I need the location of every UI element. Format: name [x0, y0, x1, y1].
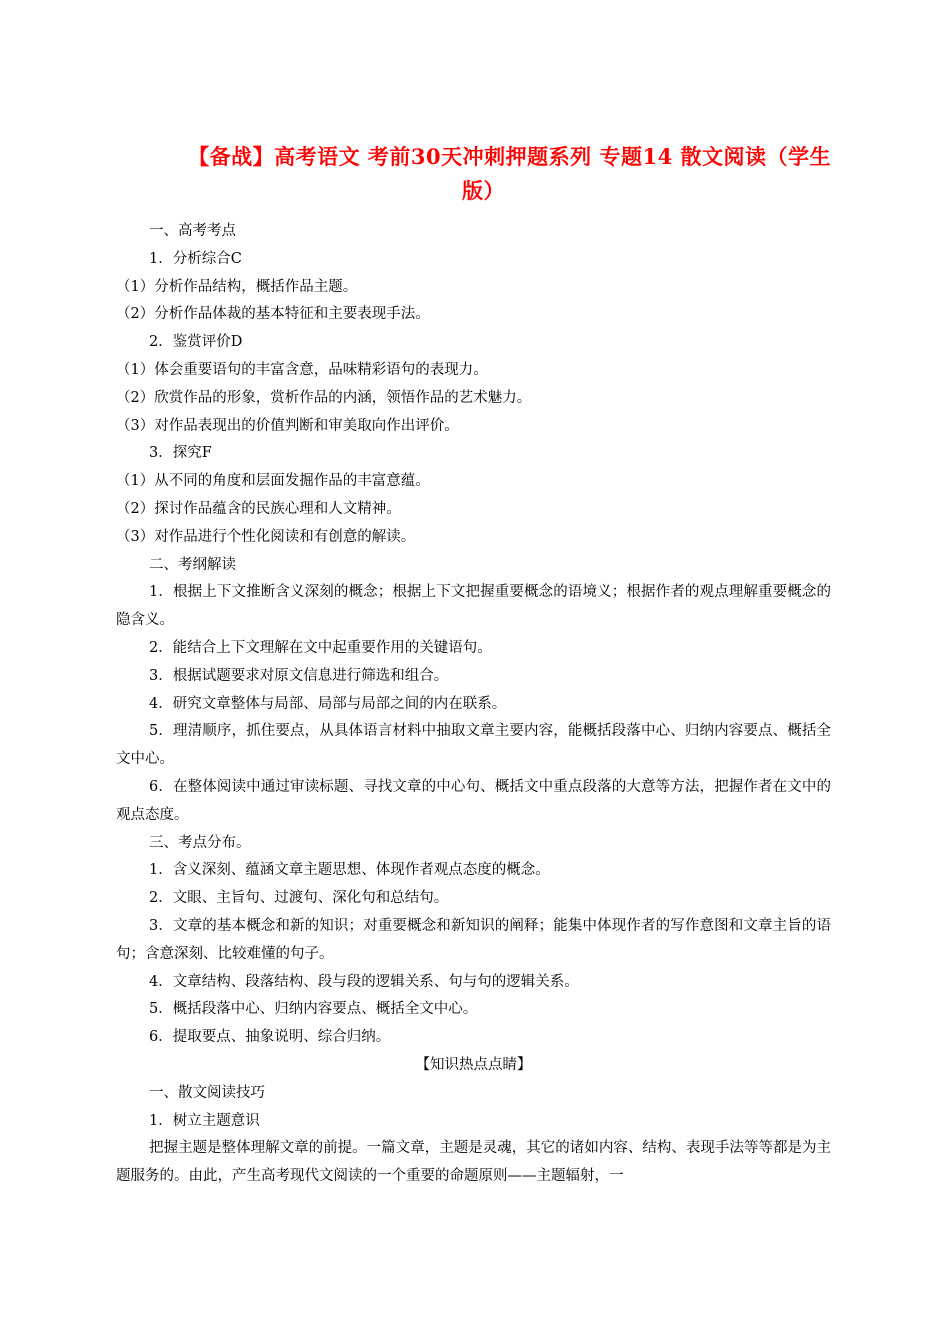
list-item: 4．文章结构、段落结构、段与段的逻辑关系、句与句的逻辑关系。 — [149, 973, 579, 990]
list-item: （2）探讨作品蕴含的民族心理和人文精神。 — [116, 500, 401, 517]
list-item: 3．探究F — [149, 445, 212, 462]
section-heading-distribution: 三、考点分布。 — [149, 834, 251, 851]
list-item: （1）从不同的角度和层面发掘作品的丰富意蕴。 — [116, 473, 430, 490]
list-item: 6．提取要点、抽象说明、综合归纳。 — [149, 1029, 391, 1046]
document-page — [116, 140, 831, 1191]
title-line-2: 版） — [462, 178, 505, 203]
section-heading-syllabus: 二、考纲解读 — [149, 556, 236, 573]
document-body — [116, 218, 831, 1191]
list-item: 6．在整体阅读中通过审读标题、寻找文章的中心句、概括文中重点段落的大意等方法，把握作者在文中的观点态度。 — [116, 778, 831, 823]
list-item: （2）欣赏作品的形象，赏析作品的内涵，领悟作品的艺术魅力。 — [116, 389, 532, 406]
list-item: 1．根据上下文推断含义深刻的概念；根据上下文把握重要概念的语境义；根据作者的观点理解重要概念的隐含义。 — [116, 584, 831, 629]
list-item: 2．鉴赏评价D — [149, 334, 243, 351]
document-title — [116, 140, 831, 208]
list-item: 1．分析综合C — [149, 250, 242, 267]
list-item: （3）对作品表现出的价值判断和审美取向作出评价。 — [116, 417, 459, 434]
list-item: 5．理清顺序，抓住要点，从具体语言材料中抽取文章主要内容，能概括段落中心、归纳内容要点、概括全文中心。 — [116, 723, 831, 768]
title-line-1: 【备战】高考语文 考前30天冲刺押题系列 专题14 散文阅读（学生 — [188, 144, 831, 169]
list-item: 4．研究文章整体与局部、局部与局部之间的内在联系。 — [149, 695, 507, 712]
list-item: 1．树立主题意识 — [149, 1112, 260, 1129]
list-item: 3．文章的基本概念和新的知识；对重要概念和新知识的阐释；能集中体现作者的写作意图和文章主旨的语句；含意深刻、比较难懂的句子。 — [116, 917, 831, 962]
section-heading-knowledge: 【知识热点点睛】 — [415, 1056, 532, 1073]
list-item: 1．含义深刻、蕴涵文章主题思想、体现作者观点态度的概念。 — [149, 862, 550, 879]
section-heading-exam-points: 一、高考考点 — [149, 223, 236, 239]
body-paragraph: 把握主题是整体理解文章的前提。一篇文章，主题是灵魂，其它的诸如内容、结构、表现手法等等都是为主题服务的。由此，产生高考现代文阅读的一个重要的命题原则——主题辐射，一 — [116, 1140, 831, 1185]
list-item: （3）对作品进行个性化阅读和有创意的解读。 — [116, 528, 416, 545]
list-item: （1）体会重要语句的丰富含意，品味精彩语句的表现力。 — [116, 361, 488, 378]
list-item: 2．文眼、主旨句、过渡句、深化句和总结句。 — [149, 890, 449, 907]
list-item: （1）分析作品结构，概括作品主题。 — [116, 278, 358, 295]
section-heading-skills: 一、散文阅读技巧 — [149, 1084, 265, 1101]
list-item: 5．概括段落中心、归纳内容要点、概括全文中心。 — [149, 1001, 478, 1018]
list-item: 3．根据试题要求对原文信息进行筛选和组合。 — [149, 667, 449, 684]
list-item: （2）分析作品体裁的基本特征和主要表现手法。 — [116, 306, 430, 323]
list-item: 2．能结合上下文理解在文中起重要作用的关键语句。 — [149, 639, 492, 656]
